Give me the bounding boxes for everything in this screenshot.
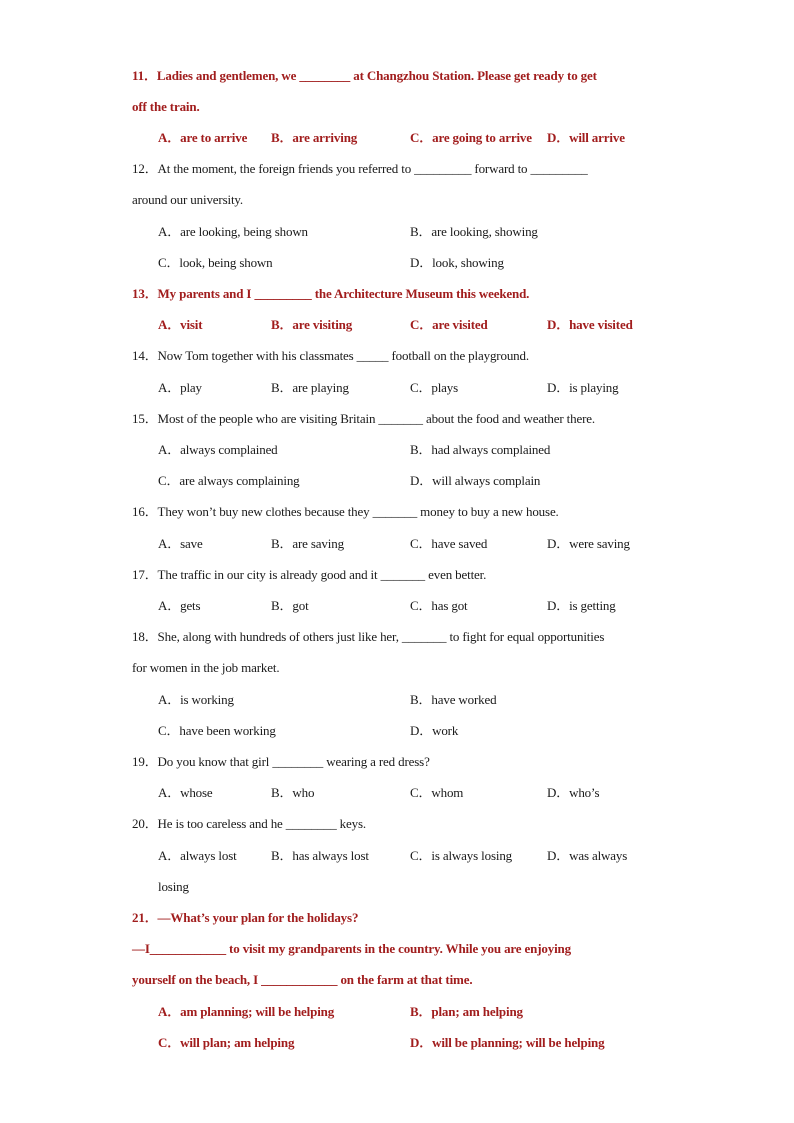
question-21-text-cont: —I____________ to visit my grandparents in the country. While you are enjoying — [132, 941, 571, 956]
question-17-option-a[interactable]: A．gets — [158, 598, 201, 613]
question-18-option-a[interactable]: A．is working — [158, 692, 234, 707]
question-15-option-d[interactable]: D．will always complain — [410, 473, 541, 488]
question-21-text: 21．—What’s your plan for the holidays? — [132, 910, 359, 925]
question-12-option-c[interactable]: C．look, being shown — [158, 255, 273, 270]
question-19-text: 19．Do you know that girl ________ wearing a red dress? — [132, 754, 430, 769]
question-20-option-d-wrap: losing — [158, 879, 189, 894]
question-16-option-a[interactable]: A．save — [158, 536, 203, 551]
question-13-option-c[interactable]: C．are visited — [410, 317, 488, 332]
question-12-option-a[interactable]: A．are looking, being shown — [158, 224, 308, 239]
question-21-option-a[interactable]: A．am planning; will be helping — [158, 1004, 335, 1019]
question-18-option-d[interactable]: D．work — [410, 723, 459, 738]
question-20-text: 20．He is too careless and he ________ keys. — [132, 816, 366, 831]
question-16-text: 16．They won’t buy new clothes because they _______ money to buy a new house. — [132, 504, 559, 519]
question-14-option-b[interactable]: B．are playing — [271, 380, 349, 395]
question-17-option-c[interactable]: C．has got — [410, 598, 468, 613]
question-14-option-d[interactable]: D．is playing — [547, 380, 619, 395]
question-14-option-c[interactable]: C．plays — [410, 380, 459, 395]
question-12-option-b[interactable]: B．are looking, showing — [410, 224, 538, 239]
question-11-text: 11．Ladies and gentlemen, we ________ at Changzhou Station. Please get ready to get — [132, 68, 597, 83]
question-21-option-d[interactable]: D．will be planning; will be helping — [410, 1035, 605, 1050]
question-20-option-d[interactable]: D．was always — [547, 848, 628, 863]
question-15-option-a[interactable]: A．always complained — [158, 442, 278, 457]
question-19-option-c[interactable]: C．whom — [410, 785, 464, 800]
question-21-option-c[interactable]: C．will plan; am helping — [158, 1035, 295, 1050]
question-13-text: 13．My parents and I _________ the Architecture Museum this weekend. — [132, 286, 530, 301]
question-12-text: 12．At the moment, the foreign friends you referred to _________ forward to _________ — [132, 161, 588, 176]
question-18-option-b[interactable]: B．have worked — [410, 692, 497, 707]
question-11-option-d[interactable]: D．will arrive — [547, 130, 625, 145]
question-18-text: 18．She, along with hundreds of others just like her, _______ to fight for equal opportunities — [132, 629, 605, 644]
question-17-text: 17．The traffic in our city is already good and it _______ even better. — [132, 567, 487, 582]
question-11-text-cont: off the train. — [132, 99, 200, 114]
question-13-option-b[interactable]: B．are visiting — [271, 317, 353, 332]
question-20-option-b[interactable]: B．has always lost — [271, 848, 369, 863]
question-16-option-d[interactable]: D．were saving — [547, 536, 630, 551]
question-11-option-b[interactable]: B．are arriving — [271, 130, 358, 145]
question-18-option-c[interactable]: C．have been working — [158, 723, 276, 738]
question-16-option-c[interactable]: C．have saved — [410, 536, 488, 551]
question-15-option-b[interactable]: B．had always complained — [410, 442, 551, 457]
question-12-option-d[interactable]: D．look, showing — [410, 255, 504, 270]
question-15-option-c[interactable]: C．are always complaining — [158, 473, 300, 488]
question-17-option-b[interactable]: B．got — [271, 598, 309, 613]
question-20-option-c[interactable]: C．is always losing — [410, 848, 513, 863]
question-18-text-cont: for women in the job market. — [132, 660, 280, 675]
question-11-option-a[interactable]: A．are to arrive — [158, 130, 248, 145]
question-13-option-a[interactable]: A．visit — [158, 317, 203, 332]
question-15-text: 15．Most of the people who are visiting Britain _______ about the food and weather there. — [132, 411, 595, 426]
question-19-option-d[interactable]: D．who’s — [547, 785, 600, 800]
question-11-option-c[interactable]: C．are going to arrive — [410, 130, 532, 145]
question-21-text-cont2: yourself on the beach, I ____________ on the farm at that time. — [132, 972, 473, 987]
question-12-text-cont: around our university. — [132, 192, 244, 207]
question-17-option-d[interactable]: D．is getting — [547, 598, 616, 613]
question-14-text: 14．Now Tom together with his classmates _____ football on the playground. — [132, 348, 529, 363]
question-21-option-b[interactable]: B．plan; am helping — [410, 1004, 523, 1019]
question-20-option-a[interactable]: A．always lost — [158, 848, 237, 863]
question-14-option-a[interactable]: A．play — [158, 380, 202, 395]
question-19-option-a[interactable]: A．whose — [158, 785, 213, 800]
question-16-option-b[interactable]: B．are saving — [271, 536, 344, 551]
question-19-option-b[interactable]: B．who — [271, 785, 315, 800]
question-13-option-d[interactable]: D．have visited — [547, 317, 633, 332]
